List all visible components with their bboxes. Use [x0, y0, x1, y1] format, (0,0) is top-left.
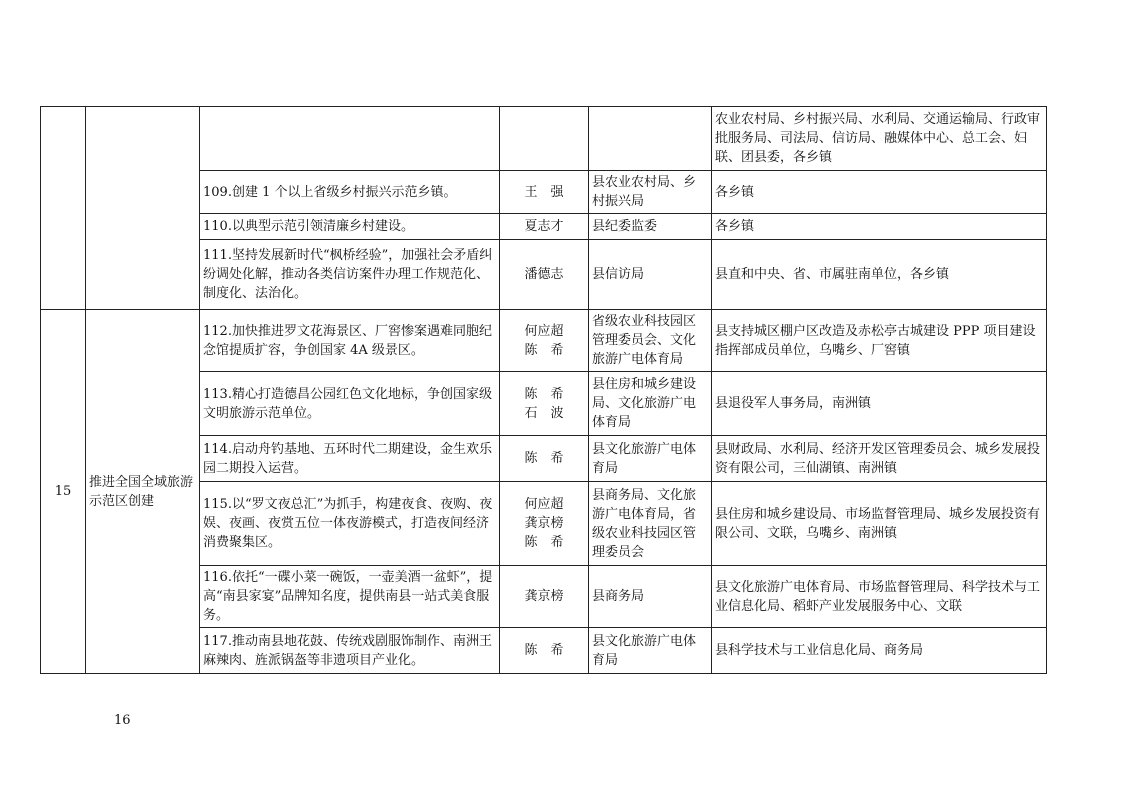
lead-cell: 夏志才	[500, 214, 589, 240]
coop-cell: 县财政局、水利局、经济开发区管理委员会、城乡发展投资有限公司，三仙湖镇、南洲镇	[712, 436, 1047, 482]
task-cell: 112.加快推进罗文花海景区、厂窖惨案遇难同胞纪念馆提质扩容，争创国家 4A 级景区。	[200, 310, 500, 372]
dept-cell: 省级农业科技园区管理委员会、文化旅游广电体育局	[589, 310, 712, 372]
task-cell: 111.坚持发展新时代“枫桥经验”，加强社会矛盾纠纷调处化解，推动各类信访案件办理工作规范化、制度化、法治化。	[200, 240, 500, 310]
page-number: 16	[114, 713, 131, 728]
lead-cell: 陈 希	[500, 628, 589, 674]
coop-cell: 县科学技术与工业信息化局、商务局	[712, 628, 1047, 674]
coop-cell: 县文化旅游广电体育局、市场监督管理局、科学技术与工业信息化局、稻虾产业发展服务中心、文联	[712, 566, 1047, 628]
dept-cell: 县农业农村局、乡村振兴局	[589, 171, 712, 214]
coop-cell: 各乡镇	[712, 214, 1047, 240]
lead-cell: 何应超 龚京榜 陈 希	[500, 482, 589, 566]
seq-cell-empty	[41, 107, 86, 310]
seq-number: 15	[41, 310, 86, 674]
coop-cell: 县退役军人事务局，南洲镇	[712, 372, 1047, 436]
dept-cell: 县文化旅游广电体育局	[589, 628, 712, 674]
task-cell: 116.依托“一碟小菜一碗饭，一壶美酒一盆虾”，提高“南县家宴”品牌知名度，提供南县一站式美食服务。	[200, 566, 500, 628]
task-cell: 117.推动南县地花鼓、传统戏剧服饰制作、南洲王麻辣肉、旌派锅盔等非遗项目产业化。	[200, 628, 500, 674]
dept-cell: 县文化旅游广电体育局	[589, 436, 712, 482]
group-title: 推进全国全域旅游示范区创建	[86, 310, 200, 674]
dept-cell: 县商务局	[589, 566, 712, 628]
coop-cell: 县支持城区棚户区改造及赤松亭古城建设 PPP 项目建设指挥部成员单位，乌嘴乡、厂窖镇	[712, 310, 1047, 372]
task-table	[40, 106, 1047, 674]
task-cell: 109.创建 1 个以上省级乡村振兴示范乡镇。	[200, 171, 500, 214]
task-cell: 113.精心打造德昌公园红色文化地标，争创国家级文明旅游示范单位。	[200, 372, 500, 436]
dept-cell: 县商务局、文化旅游广电体育局，省级农业科技园区管理委员会	[589, 482, 712, 566]
lead-cell: 王 强	[500, 171, 589, 214]
coop-cell: 各乡镇	[712, 171, 1047, 214]
task-cell: 115.以“罗文夜总汇”为抓手，构建夜食、夜购、夜娱、夜画、夜赏五位一体夜游模式，打造夜间经济消费聚集区。	[200, 482, 500, 566]
table-row	[41, 107, 1047, 171]
title-cell-empty	[86, 107, 200, 310]
lead-cell: 潘德志	[500, 240, 589, 310]
coop-cell: 县直和中央、省、市属驻南单位，各乡镇	[712, 240, 1047, 310]
table-row	[41, 310, 1047, 372]
lead-cell	[500, 107, 589, 171]
task-cell	[200, 107, 500, 171]
dept-cell: 县住房和城乡建设局、文化旅游广电体育局	[589, 372, 712, 436]
dept-cell	[589, 107, 712, 171]
lead-cell: 龚京榜	[500, 566, 589, 628]
coop-cell: 农业农村局、乡村振兴局、水利局、交通运输局、行政审批服务局、司法局、信访局、融媒体中心、总工会、妇联、团县委，各乡镇	[712, 107, 1047, 171]
lead-cell: 何应超 陈 希	[500, 310, 589, 372]
dept-cell: 县纪委监委	[589, 214, 712, 240]
dept-cell: 县信访局	[589, 240, 712, 310]
task-cell: 114.启动舟钓基地、五环时代二期建设，金生欢乐园二期投入运营。	[200, 436, 500, 482]
lead-cell: 陈 希 石 波	[500, 372, 589, 436]
lead-cell: 陈 希	[500, 436, 589, 482]
coop-cell: 县住房和城乡建设局、市场监督管理局、城乡发展投资有限公司、文联，乌嘴乡、南洲镇	[712, 482, 1047, 566]
task-cell: 110.以典型示范引领清廉乡村建设。	[200, 214, 500, 240]
